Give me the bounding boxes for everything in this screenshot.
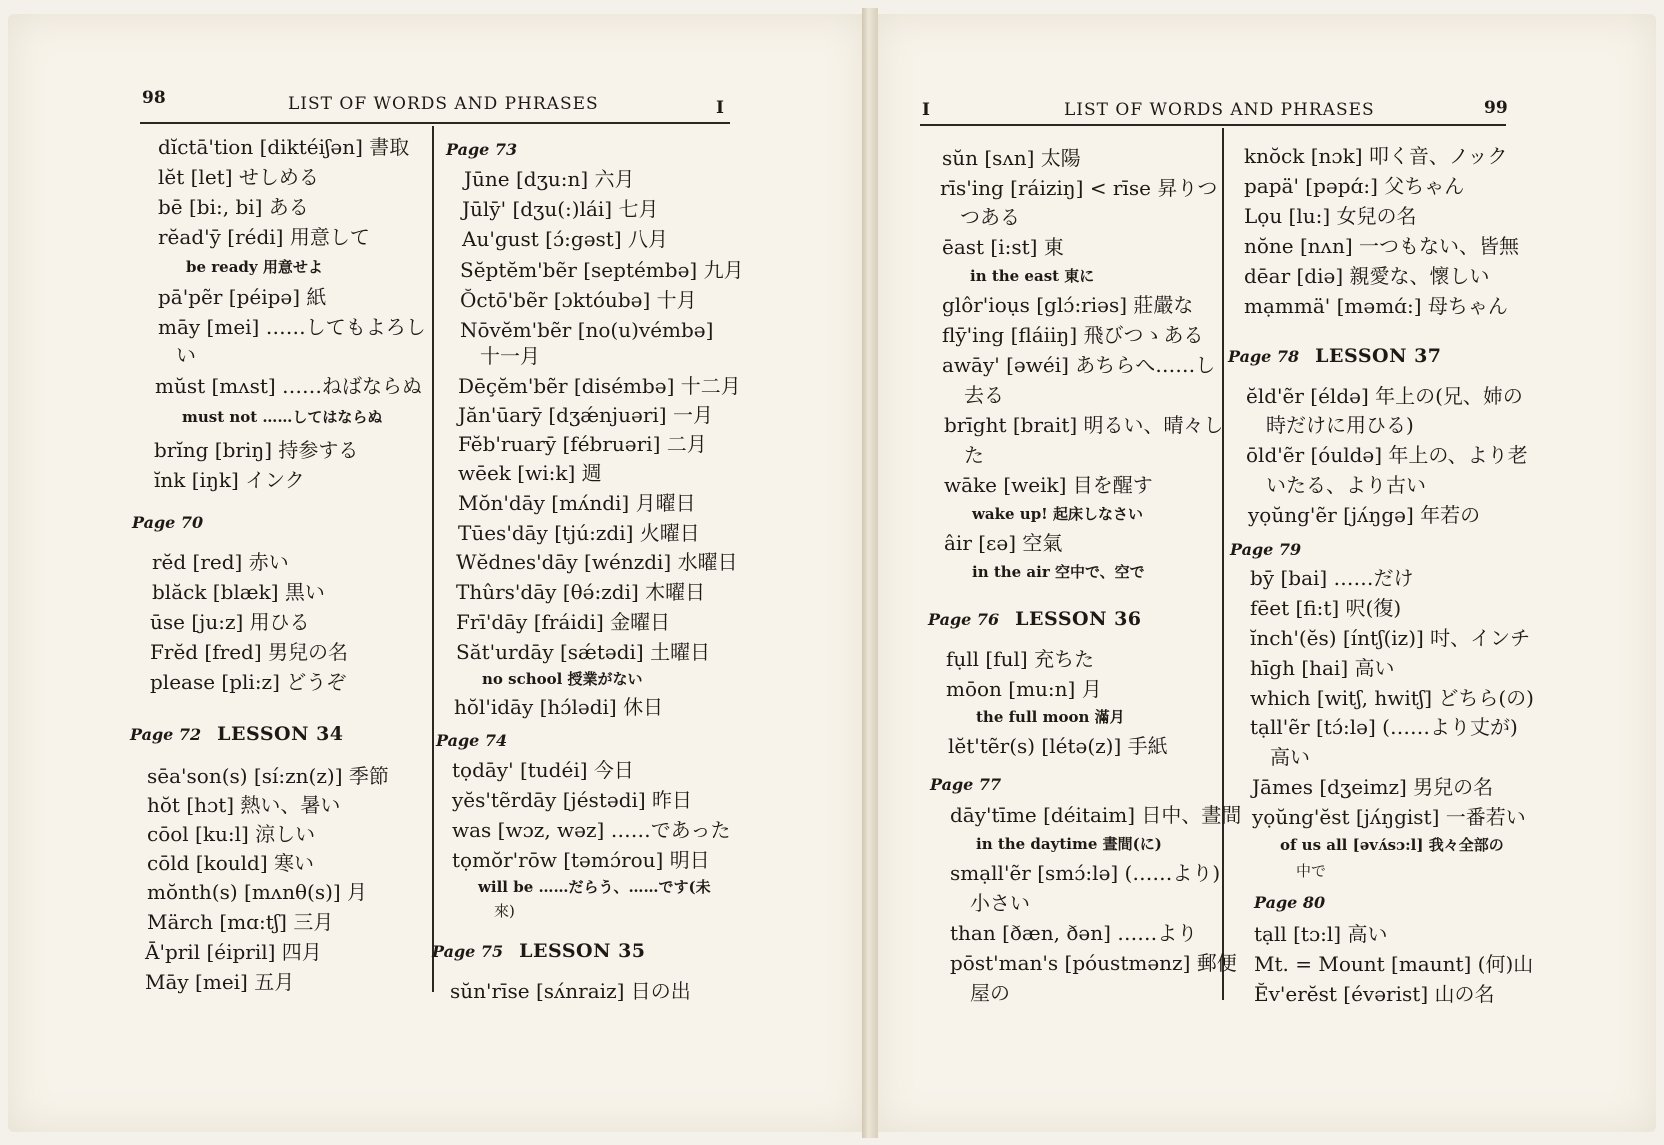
entry: âir [ɛə] 空氣 [944, 531, 1063, 555]
entry: yĕs'tẽrdāy [jéstədi] 昨日 [452, 788, 693, 812]
entry-continuation: 來) [494, 902, 515, 920]
page-number-right: 99 [1484, 98, 1508, 118]
entry-continuation: つある [960, 205, 1020, 229]
entry: mạmmä' [məmɑ́:] 母ちゃん [1244, 294, 1508, 318]
entry: blăck [blæk] 黒い [152, 580, 325, 604]
entry: hŏl'idāy [hɔ́lədi] 休日 [454, 695, 664, 719]
entry: cōld [kould] 寒い [147, 851, 315, 875]
entry: wēek [wi:k] 週 [458, 461, 602, 485]
entry: rĕd [red] 赤い [152, 550, 289, 574]
entry-continuation: 高い [1270, 745, 1310, 769]
running-head-left: LIST OF WORDS AND PHRASES [288, 94, 599, 114]
entry: Fĕb'ruarȳ [fébruəri] 二月 [458, 432, 707, 456]
entry: mŏnth(s) [mʌnθ(s)] 月 [147, 880, 368, 904]
page-reference: Page 70 [132, 513, 204, 532]
entry: dĭctā'tion [diktéiʃən] 書取 [158, 135, 410, 159]
entry: Thûrs'dāy [θə́:zdi] 木曜日 [456, 580, 706, 604]
entry: tọdāy' [tudéi] 今日 [452, 758, 634, 782]
signature-mark-right: I [922, 100, 930, 120]
page-reference: Page 75 [432, 942, 504, 961]
entry: awāy' [əwéi] あちらへ……し [942, 353, 1216, 377]
entry: bē [bi:, bi] ある [158, 195, 309, 219]
entry: mōon [mu:n] 月 [946, 677, 1102, 701]
column-divider-left [432, 126, 434, 992]
entry: fēet [fi:t] 呎(復) [1250, 596, 1402, 620]
entry: dēar [diə] 親愛な、懷しい [1244, 264, 1490, 288]
book-spine [862, 8, 878, 1138]
page-reference: Page 74 [436, 731, 508, 750]
column-divider-right [1222, 128, 1224, 1000]
entry: sŭn [sʌn] 太陽 [942, 146, 1081, 170]
entry: Jūne [dʒu:n] 六月 [464, 167, 635, 191]
page-reference: Page 77 [930, 775, 1002, 794]
entry-continuation: い [176, 343, 196, 367]
entry-continuation: 小さい [970, 891, 1030, 915]
header-rule-right [920, 124, 1506, 126]
entry: Ā'pril [éipril] 四月 [145, 940, 322, 964]
page-reference: Page 76 [928, 610, 1000, 629]
phrase: must not ……してはならぬ [182, 408, 383, 426]
running-head-right: LIST OF WORDS AND PHRASES [1064, 100, 1375, 120]
entry: Tūes'dāy [tjú:zdi] 火曜日 [458, 521, 700, 545]
lesson-heading: LESSON 34 [217, 723, 344, 745]
entry: than [ðæn, ðən] ……より [950, 921, 1198, 945]
entry: which [witʃ, hwitʃ] どちら(の) [1250, 686, 1534, 710]
entry: Frī'dāy [fráidi] 金曜日 [456, 610, 671, 634]
entry-continuation: 屋の [970, 981, 1010, 1005]
page-reference: Page 80 [1254, 893, 1326, 912]
entry: Ĕv'erĕst [évərist] 山の名 [1254, 982, 1495, 1006]
entry: Wĕdnes'dāy [wénzdi] 水曜日 [456, 550, 738, 574]
entry: Mŏn'dāy [mʌ́ndi] 月曜日 [458, 491, 696, 515]
entry: cōol [ku:l] 涼しい [147, 822, 316, 846]
entry: fụll [ful] 充ちた [946, 647, 1095, 671]
entry: rīs'ing [ráiziŋ] < rīse 昇りつ [940, 176, 1218, 200]
entry: Jāmes [dʒeimz] 男兒の名 [1252, 775, 1494, 799]
entry: sŭn'rīse [sʌ́nraiz] 日の出 [450, 979, 691, 1003]
entry: bȳ [bai] ……だけ [1250, 566, 1414, 590]
entry: hŏt [hɔt] 熱い、暑い [147, 793, 341, 817]
phrase: in the east 東に [970, 267, 1095, 285]
entry: ĭnch'(ĕs) [íntʃ(iz)] 吋、インチ [1250, 626, 1531, 650]
entry: Jăn'ūarȳ [dʒǽnjuəri] 一月 [458, 403, 713, 427]
entry: māy [mei] ……してもよろし [158, 315, 426, 339]
entry: nŏne [nʌn] 一つもない、皆無 [1244, 234, 1520, 258]
phrase: will be ……だらう、……です(未 [478, 878, 711, 896]
phrase: in the air 空中で、空で [972, 563, 1145, 581]
entry: yọŭng'ẽr [jʌ́ŋgə] 年若の [1248, 503, 1481, 527]
entry: Māy [mei] 五月 [145, 970, 295, 994]
phrase: be ready 用意せよ [186, 258, 323, 276]
entry: tọmŏr'rōw [təmɔ́rou] 明日 [452, 848, 710, 872]
phrase: no school 授業がない [482, 670, 643, 688]
page-number-left: 98 [142, 88, 166, 108]
entry: brĭng [briŋ] 持参する [154, 438, 359, 462]
entry: ōld'ẽr [óuldə] 年上の、より老 [1246, 443, 1528, 467]
entry: ĕld'ẽr [éldə] 年上の(兄、姉の [1246, 384, 1523, 408]
entry: Lọu [lu:] 女兒の名 [1244, 204, 1417, 228]
entry: Dēçĕm'bẽr [disémbə] 十二月 [458, 374, 741, 398]
entry: smạll'ẽr [smɔ́:lə] (……より) [950, 861, 1221, 885]
entry: ūse [ju:z] 用ひる [150, 610, 310, 634]
entry: dāy'tīme [déitaim] 日中、晝間 [950, 803, 1242, 827]
entry: pōst'man's [póustmənz] 郵便 [950, 951, 1237, 975]
entry: Au'gust [ɔ́:gəst] 八月 [462, 227, 669, 251]
entry-continuation: いたる、より古い [1266, 473, 1426, 497]
entry-continuation: 中で [1296, 862, 1327, 880]
entry: knŏck [nɔk] 叩く音、ノック [1244, 144, 1508, 168]
entry: Mt. = Mount [maunt] (何)山 [1254, 952, 1534, 976]
entry: sēa'son(s) [sí:zn(z)] 季節 [147, 764, 389, 788]
signature-mark-left: I [716, 98, 724, 118]
phrase: the full moon 滿月 [976, 708, 1125, 726]
entry: yọŭng'ĕst [jʌ́ŋgist] 一番若い [1252, 805, 1526, 829]
entry-continuation: た [964, 443, 984, 467]
entry: brīght [brait] 明るい、晴々し [944, 413, 1224, 437]
phrase: in the daytime 晝間(に) [976, 835, 1162, 853]
entry: Frĕd [fred] 男兒の名 [150, 640, 348, 664]
entry: Ŏctō'bẽr [ɔktóubə] 十月 [460, 288, 697, 312]
entry: papä' [pəpɑ́:] 父ちゃん [1244, 174, 1465, 198]
entry: Săt'urdāy [sǽtədi] 土曜日 [456, 640, 711, 664]
entry: Sĕptĕm'bẽr [septémbə] 九月 [460, 258, 744, 282]
entry: Jūlȳ' [dʒu(:)lái] 七月 [462, 197, 659, 221]
entry-continuation: 時だけに用ひる) [1266, 413, 1414, 437]
entry: please [pli:z] どうぞ [150, 670, 347, 694]
entry: lĕt [let] せしめる [158, 165, 319, 189]
entry: hīgh [hai] 高い [1250, 656, 1395, 680]
entry: rĕad'ȳ [rédi] 用意して [158, 225, 370, 249]
phrase: of us all [əvʌ́sɔ:l] 我々全部の [1280, 836, 1504, 854]
entry: tạll [tɔ:l] 高い [1254, 922, 1388, 946]
entry: tạll'ẽr [tɔ́:lə] (……より丈が) [1250, 715, 1518, 739]
header-rule-left [140, 122, 730, 124]
entry: wāke [weik] 目を醒す [944, 473, 1153, 497]
lesson-heading: LESSON 36 [1015, 608, 1142, 630]
entry: flȳ'ing [fláiiŋ] 飛びつゝある [942, 323, 1204, 347]
page-reference: Page 73 [446, 140, 518, 159]
entry: mŭst [mʌst] ……ねばならぬ [155, 374, 423, 398]
entry: Nōvĕm'bẽr [no(u)vémbə] [460, 318, 714, 342]
entry-continuation: 十一月 [480, 344, 540, 368]
entry: lĕt'tẽr(s) [létə(z)] 手紙 [948, 734, 1168, 758]
phrase: wake up! 起床しなさい [972, 505, 1143, 523]
entry-continuation: 去る [964, 383, 1004, 407]
entry: ĭnk [iŋk] インク [154, 468, 305, 492]
page-reference: Page 78 [1228, 347, 1300, 366]
entry: ēast [i:st] 東 [942, 235, 1064, 259]
entry: was [wɔz, wəz] ……であった [452, 818, 731, 842]
lesson-heading: LESSON 37 [1315, 345, 1442, 367]
lesson-heading: LESSON 35 [519, 940, 646, 962]
page-reference: Page 72 [130, 725, 202, 744]
entry: pā'pẽr [péipə] 紙 [158, 285, 327, 309]
page-reference: Page 79 [1230, 540, 1302, 559]
entry: Märch [mɑ:tʃ] 三月 [147, 910, 334, 934]
entry: glôr'ioụs [glɔ́:riəs] 莊嚴な [942, 293, 1194, 317]
